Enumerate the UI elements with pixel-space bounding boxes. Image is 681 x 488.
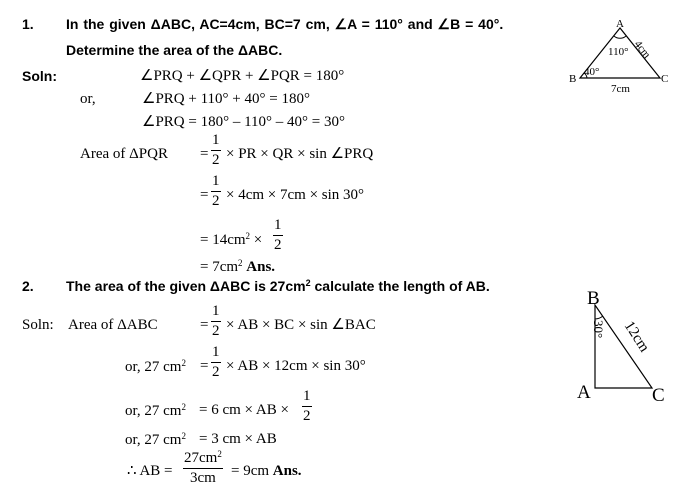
- fraction-half: [302, 389, 312, 424]
- question-2-text-end: calculate the length of AB.: [310, 278, 490, 294]
- fraction-numerator: [183, 450, 223, 469]
- fraction-numerator: 1: [273, 218, 283, 236]
- fraction-half: [211, 174, 221, 209]
- area-step-4-value: = 7cm: [200, 259, 239, 275]
- answer-label: Ans.: [272, 463, 302, 479]
- question-2-text: [66, 279, 490, 293]
- solution-1-line-2: ∠PRQ + 110° + 40° = 180°: [142, 91, 310, 107]
- question-2-number: 2.: [22, 278, 34, 294]
- solution-2-label: Soln:: [22, 317, 54, 333]
- solution-1-line-3: ∠PRQ = 180° – 110° – 40° = 30°: [142, 114, 345, 130]
- solution-2-line-3-text: or, 27 cm: [125, 403, 182, 419]
- area-formula-rhs: × PR × QR × sin ∠PRQ: [226, 146, 374, 162]
- triangle-diagram-2: [570, 286, 675, 406]
- fraction-denominator: 2: [212, 152, 220, 168]
- question-2-text-start: The area of the given ΔABC is 27cm: [66, 278, 306, 294]
- vertex-b-label: B: [587, 288, 600, 309]
- times-sign: ×: [253, 232, 263, 248]
- solution-1-label: Soln:: [22, 68, 57, 84]
- superscript: 2: [217, 449, 222, 459]
- fraction-numerator: 1: [211, 345, 221, 363]
- solution-2-line-4-lhs: [125, 432, 186, 448]
- vertex-c-label: C: [661, 73, 669, 85]
- equals-sign: =: [200, 187, 209, 203]
- superscript: 2: [245, 231, 251, 241]
- angle-b-label: 40°: [584, 66, 600, 78]
- answer-label: Ans.: [246, 259, 276, 275]
- area-step-3-value: = 14cm: [200, 232, 246, 248]
- fraction-denominator: 2: [212, 323, 220, 339]
- fraction-numerator: 1: [302, 389, 312, 407]
- side-bc-label: 12cm: [620, 318, 653, 356]
- solution-2-line-2-lhs: [125, 359, 186, 375]
- fraction-denominator: 2: [212, 364, 220, 380]
- side-ac-label: 4cm: [631, 38, 653, 61]
- area-step-2: × 4cm × 7cm × sin 30°: [226, 187, 365, 203]
- final-result-value: = 9cm: [231, 463, 270, 479]
- equals-sign: =: [200, 358, 209, 374]
- area-abc-label: Area of ΔABC: [68, 317, 158, 333]
- superscript: 2: [181, 431, 186, 441]
- superscript: 2: [181, 402, 186, 412]
- solution-2-line-4-rhs: = 3 cm × AB: [199, 431, 277, 447]
- fraction-numerator: 1: [211, 133, 221, 151]
- solution-2-line-2-rhs: × AB × 12cm × sin 30°: [226, 358, 366, 374]
- fraction-half: [211, 345, 221, 380]
- area-step-3: [200, 232, 262, 248]
- area-formula-rhs: × AB × BC × sin ∠BAC: [226, 317, 376, 333]
- vertex-b-label: B: [569, 73, 577, 85]
- fraction-denominator: 2: [303, 408, 311, 424]
- superscript: 2: [181, 358, 186, 368]
- superscript: 2: [238, 258, 243, 268]
- solution-1-line-1: ∠PRQ + ∠QPR + ∠PQR = 180°: [140, 68, 345, 84]
- area-step-4: [200, 259, 275, 275]
- equals-sign: =: [200, 146, 209, 162]
- solution-1-or: or,: [80, 91, 96, 107]
- side-bc-label: 7cm: [611, 83, 630, 95]
- superscript: 2: [305, 278, 311, 288]
- fraction-half: [273, 218, 283, 253]
- fraction-denominator: 2: [274, 237, 282, 253]
- vertex-c-label: C: [652, 385, 665, 406]
- final-result: [231, 464, 302, 479]
- area-pqr-label: Area of ΔPQR: [80, 146, 168, 162]
- fraction-half: [211, 304, 221, 339]
- question-1-subtext: Determine the area of the ΔABC.: [66, 42, 283, 58]
- vertex-a-label: A: [616, 18, 624, 30]
- solution-2-line-3-rhs: = 6 cm × AB ×: [199, 402, 289, 418]
- fraction-denominator: 2: [212, 193, 220, 209]
- angle-b-label: 30°: [591, 320, 606, 339]
- fraction-half: [211, 133, 221, 168]
- fraction-numerator-text: 27cm: [184, 450, 218, 466]
- fraction-area-over-length: [183, 450, 223, 486]
- fraction-denominator: 3cm: [190, 470, 216, 486]
- question-1-text: In the given ΔABC, AC=4cm, BC=7 cm, ∠A = 110° and ∠B = 40°.: [66, 16, 504, 32]
- therefore-line-lhs: ∴ AB =: [127, 463, 173, 479]
- question-1-number: 1.: [22, 16, 34, 32]
- solution-2-line-4-text: or, 27 cm: [125, 432, 182, 448]
- fraction-numerator: 1: [211, 174, 221, 192]
- vertex-a-label: A: [577, 382, 591, 403]
- equals-sign: =: [200, 317, 209, 333]
- fraction-numerator: 1: [211, 304, 221, 322]
- triangle-diagram-1: [560, 16, 670, 98]
- solution-2-line-3-lhs: [125, 403, 186, 419]
- solution-2-line-2-text: or, 27 cm: [125, 359, 182, 375]
- angle-a-label: 110°: [608, 46, 629, 58]
